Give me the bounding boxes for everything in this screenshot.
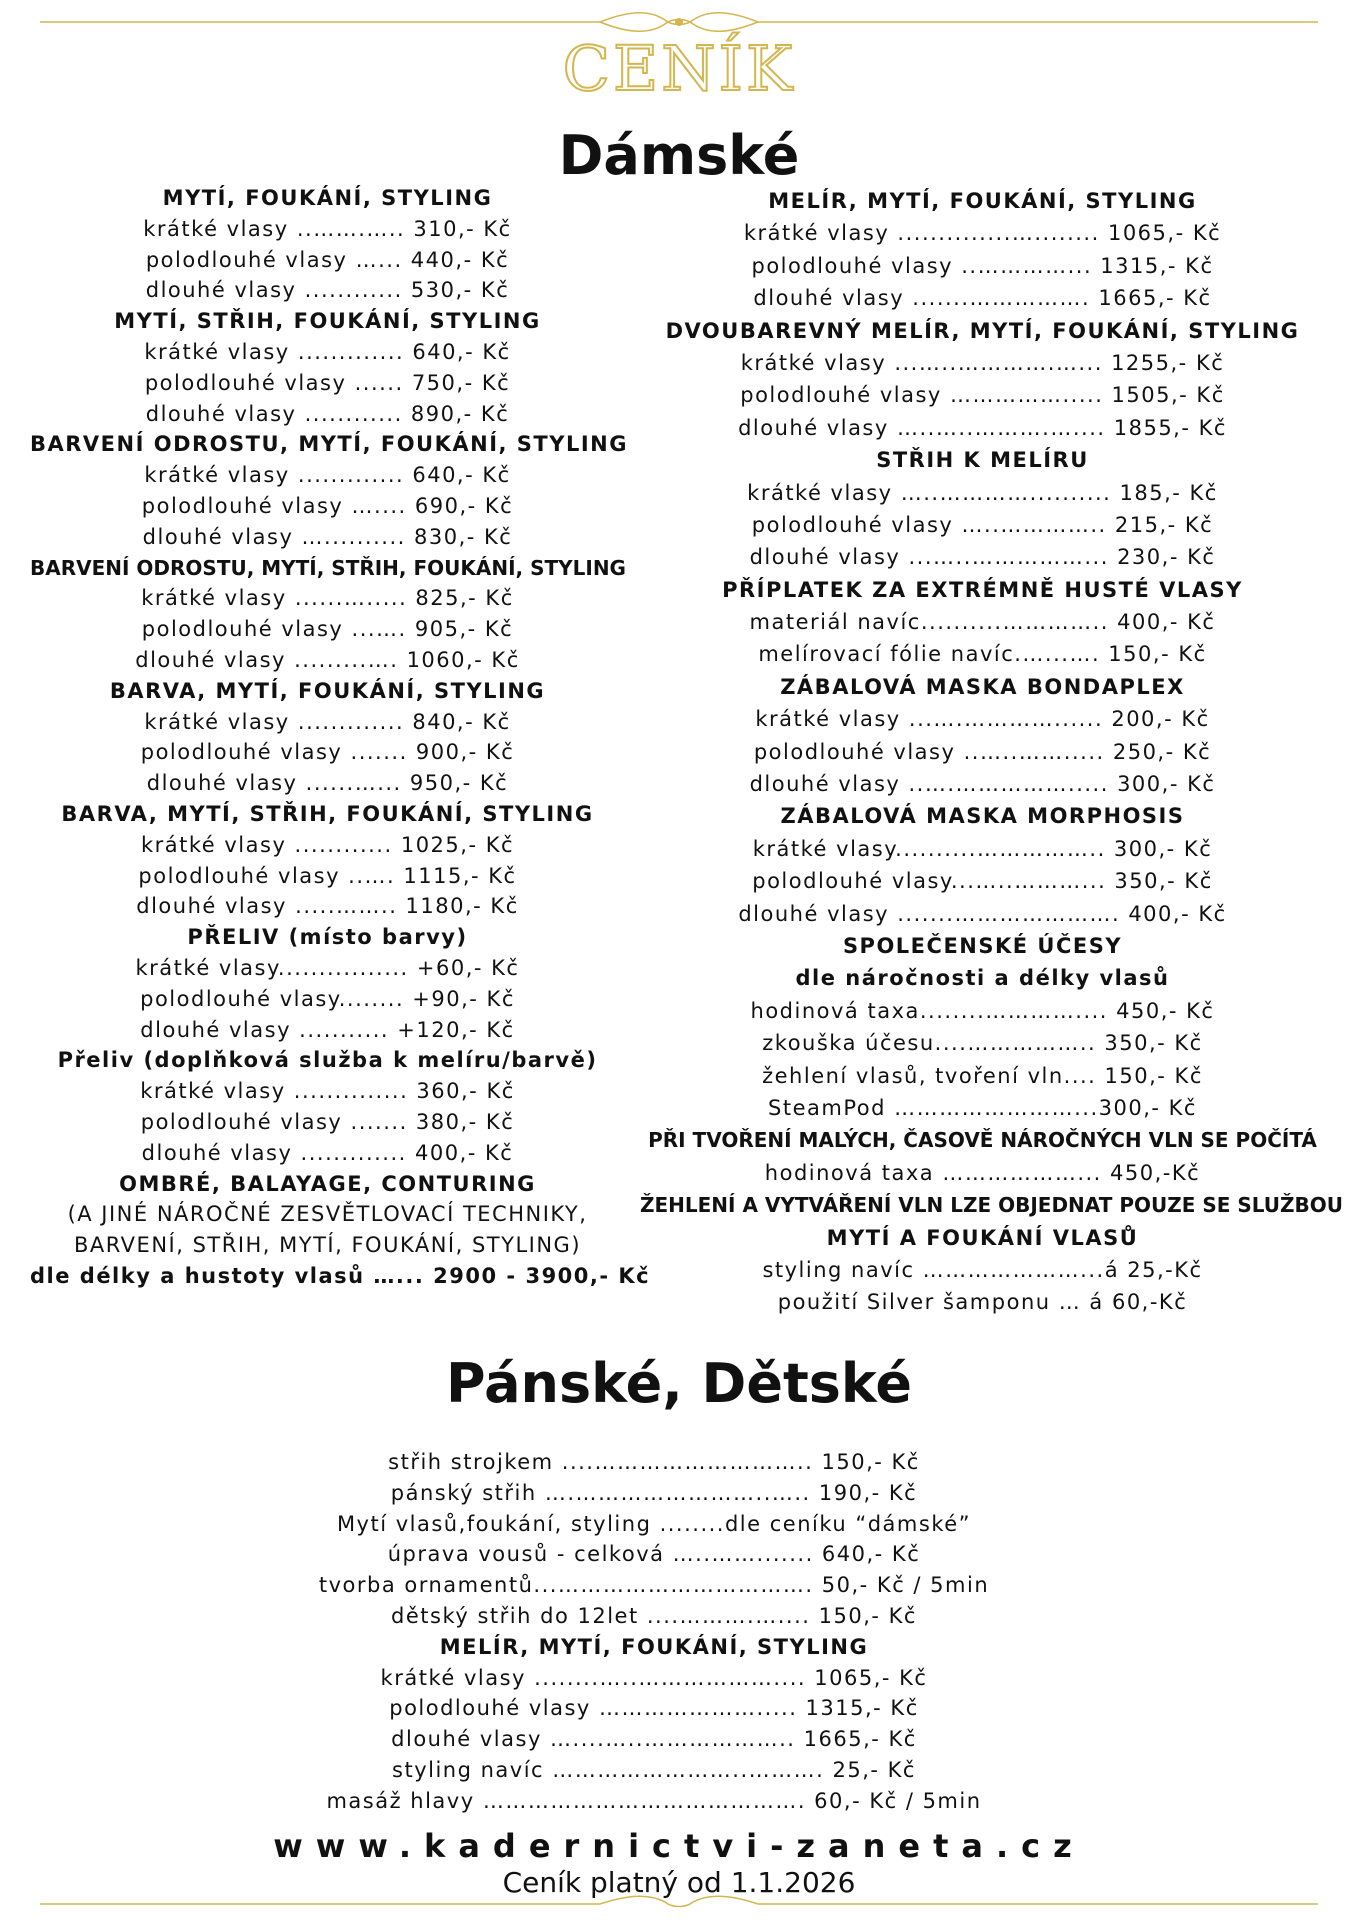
right-price-row: žehlení vlasů, tvoření vln.... 150,- Kč [762,1063,1203,1088]
right-section-heading: ZÁBALOVÁ MASKA MORPHOSIS [780,804,1185,829]
mens-price-row: masáž hlavy ……………………………………. 60,- Kč / 5min [326,1788,982,1813]
right-section-heading: PŘI TVOŘENÍ MALÝCH, ČASOVĚ NÁROČNÝCH VLN SE POČÍTÁ [648,1128,1317,1153]
left-price-row: krátké vlasy................ +60,- Kč [135,955,520,980]
left-price-row: polodlouhé vlasy........ +90,- Kč [140,986,515,1011]
left-price-row: krátké vlasy ............ 1025,- Kč [140,832,515,857]
right-price-row: hodinová taxa ………………... 450,-Kč [764,1160,1201,1185]
left-section-heading: BARVA, MYTÍ, FOUKÁNÍ, STYLING [109,678,546,703]
right-price-row: dlouhé vlasy ..….……………..... 300,- Kč [749,772,1216,797]
left-price-row: dlouhé vlasy ............ 890,- Kč [145,401,510,426]
left-price-row: krátké vlasy ............. 640,- Kč [144,463,511,488]
left-price-row: dlouhé vlasy ........... +120,- Kč [140,1017,515,1042]
left-section-heading: dle délky a hustoty vlasů …... 2900 - 3900,- Kč [30,1263,651,1288]
right-price-row: krátké vlasy ...…..………….…... 1255,- Kč [740,350,1225,375]
left-price-row: krátké vlasy ............. 840,- Kč [144,709,511,734]
right-section-heading: dle náročnosti a délky vlasů [795,966,1170,991]
right-price-row: krátké vlasy ..............…........ 1065,- Kč [743,221,1222,246]
validity-note: Ceník platný od 1.1.2026 [502,1866,856,1899]
price-list-right [640,185,1344,1319]
left-price-row: dlouhé vlasy ......…... 950,- Kč [146,771,509,796]
right-price-row: materiál navíc..........………….. 400,- Kč [749,610,1216,635]
right-price-row: zkouška účesu....…………….. 350,- Kč [762,1031,1203,1056]
left-price-row: polodlouhé vlasy …... 440,- Kč [145,247,510,272]
left-price-row: krátké vlasy ............. 640,- Kč [144,339,511,364]
left-price-row: polodlouhé vlasy ....... 380,- Kč [140,1109,515,1134]
mens-price-row: tvorba ornamentů...……………………………. 50,- Kč / 5min [318,1573,990,1598]
right-price-row: SteamPod ……………………...300,- Kč [768,1095,1197,1120]
right-section-heading: MYTÍ A FOUKÁNÍ VLASŮ [826,1225,1139,1250]
right-price-row: hodinová taxa........………….... 450,- Kč [750,998,1215,1023]
mens-price-row: styling navíc ……………………..………. 25,- Kč [392,1757,916,1782]
right-section-heading: STŘIH K MELÍRU [876,448,1089,473]
mens-price-row: dětský střih do 12let ....……….….... 150,- Kč [391,1603,917,1628]
section-title-mens-kids: Pánské, Dětské [445,1352,913,1415]
mens-price-row: střih strojkem ....……………………….. 150,- Kč [388,1450,920,1474]
right-section-heading: ZÁBALOVÁ MASKA BONDAPLEX [780,674,1185,699]
left-section-heading: BARVENÍ ODROSTU, MYTÍ, STŘIH, FOUKÁNÍ, STYLING [30,555,626,580]
mens-price-row: krátké vlasy ........…..……………….... 1065,- Kč [380,1665,928,1690]
left-price-row: krátké vlasy .............. 360,- Kč [140,1079,515,1104]
left-price-row: polodlouhé vlasy ...... 750,- Kč [144,370,511,395]
left-section-heading: Přeliv (doplňková služba k melíru/barvě) [57,1048,598,1073]
right-price-row: krátké vlasy …..………….......... 185,- Kč [747,480,1218,505]
right-price-row: polodlouhé vlasy ..…………... 1315,- Kč [751,253,1214,278]
left-price-row: krátké vlasy ..…….….. 310,- Kč [143,216,512,241]
website-url: www.kadernictvi-zaneta.cz [273,1827,1085,1865]
left-section-heading: OMBRÉ, BALAYAGE, CONTURING [119,1171,536,1196]
left-price-row: BARVENÍ, STŘIH, MYTÍ, FOUKÁNÍ, STYLING) [73,1233,582,1258]
right-section-heading: MELÍR, MYTÍ, FOUKÁNÍ, STYLING [768,189,1197,213]
right-price-row: krátké vlasy ...….…………...... 200,- Kč [755,707,1210,732]
right-price-row: krátké vlasy..........…………….. 300,- Kč [752,836,1213,861]
right-price-row: polodlouhé vlasy ..…..……..... 250,- Kč [753,739,1212,764]
left-section-heading: BARVA, MYTÍ, STŘIH, FOUKÁNÍ, STYLING [61,801,594,826]
price-list-mens-kids [254,1447,1054,1817]
left-price-row: (A JINÉ NÁROČNÉ ZESVĚTLOVACÍ TECHNIKY, [67,1202,588,1227]
left-section-heading: MYTÍ, STŘIH, FOUKÁNÍ, STYLING [114,309,541,334]
left-price-row: polodlouhé vlasy ....... 900,- Kč [140,740,515,765]
mens-price-row: Mytí vlasů,foukání, styling ........dle ceníku “dámské” [336,1511,972,1536]
brand-logo: CENÍK [562,32,796,105]
right-price-row: použití Silver šamponu … á 60,-Kč [777,1290,1188,1315]
right-price-row: melírovací fólie navíc.…...…. 150,- Kč [758,642,1207,667]
right-price-row: polodlouhé vlasy …..………….. 215,- Kč [751,512,1214,537]
left-price-row: polodlouhé vlasy ….... 690,- Kč [141,493,514,518]
left-price-row: dlouhé vlasy .........…. 1060,- Kč [135,647,520,672]
price-list-left [30,183,651,1292]
mens-price-row: pánský střih ….……………………..….. 190,- Kč [390,1480,918,1505]
mens-price-row: dlouhé vlasy …....…..……………….. 1665,- Kč [391,1727,917,1752]
left-price-row: krátké vlasy ......…..... 825,- Kč [141,586,514,611]
left-price-row: dlouhé vlasy ............ 530,- Kč [145,278,510,303]
left-section-heading: BARVENÍ ODROSTU, MYTÍ, FOUKÁNÍ, STYLING [30,432,628,457]
mens-section-heading: MELÍR, MYTÍ, FOUKÁNÍ, STYLING [439,1634,869,1659]
right-price-row: polodlouhé vlasy ……………..... 1505,- Kč [740,383,1225,408]
left-price-row: dlouhé vlasy ….......... 830,- Kč [142,524,513,549]
left-price-row: dlouhé vlasy ............. 400,- Kč [141,1140,514,1165]
right-price-row: polodlouhé vlasy...…..………... 350,- Kč [752,869,1213,894]
mens-price-row: polodlouhé vlasy …………………..... 1315,- Kč [389,1696,919,1721]
left-section-heading: MYTÍ, FOUKÁNÍ, STYLING [162,186,493,210]
right-price-row: dlouhé vlasy .......……………. 1665,- Kč [753,286,1212,311]
mens-price-row: úprava vousů - celková …..……....... 640,- Kč [387,1542,921,1567]
right-section-heading: SPOLEČENSKÉ ÚČESY [842,933,1123,958]
left-price-row: polodlouhé vlasy ...…. 905,- Kč [141,617,514,642]
right-price-row: dlouhé vlasy .......…………………. 400,- Kč [738,901,1227,926]
right-section-heading: DVOUBAREVNÝ MELÍR, MYTÍ, FOUKÁNÍ, STYLING [665,318,1300,343]
left-price-row: polodlouhé vlasy ..…. 1115,- Kč [138,863,517,888]
right-price-row: dlouhé vlasy ...…..……………... 230,- Kč [749,545,1216,570]
right-price-row: dlouhé vlasy …..…..……….….... 1855,- Kč [738,415,1227,440]
left-price-row: dlouhé vlasy .....…….. 1180,- Kč [136,894,519,919]
right-section-heading: ŽEHLENÍ A VYTVÁŘENÍ VLN LZE OBJEDNAT POUZE SE SLUŽBOU [640,1193,1344,1218]
bottom-ornament [40,1886,1318,1926]
right-price-row: styling navíc …………………...á 25,-Kč [762,1257,1203,1282]
left-section-heading: PŘELIV (místo barvy) [187,925,468,950]
right-section-heading: PŘÍPLATEK ZA EXTRÉMNĚ HUSTÉ VLASY [722,577,1243,602]
section-title-womens: Dámské [558,124,800,187]
